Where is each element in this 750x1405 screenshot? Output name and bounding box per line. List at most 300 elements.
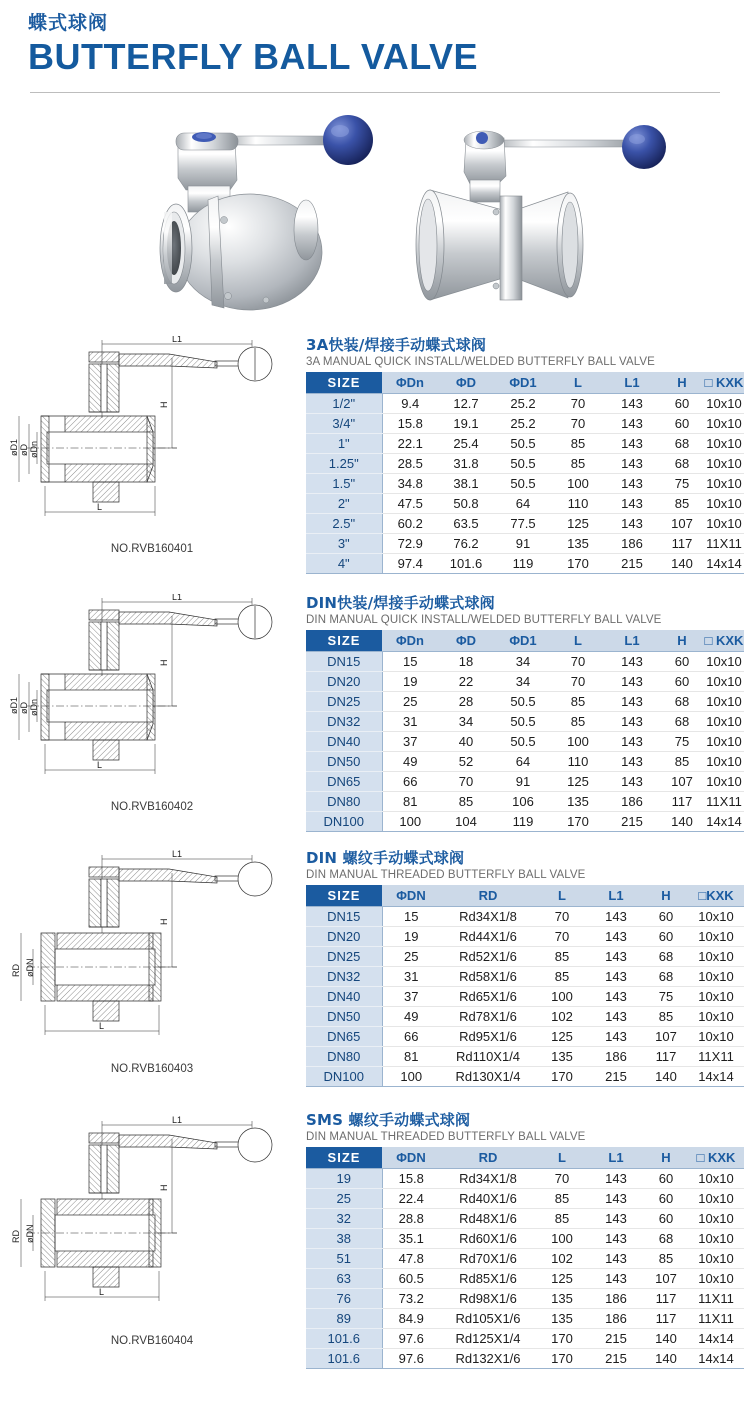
cell-l1: 186 — [588, 1309, 644, 1329]
cell-size: DN100 — [306, 1067, 382, 1087]
cell-d: 19.1 — [438, 414, 494, 434]
cell-l: 85 — [552, 712, 604, 732]
section-3a — [0, 336, 750, 594]
cell-l: 85 — [552, 434, 604, 454]
cell-h: 60 — [660, 414, 704, 434]
cell-h: 85 — [644, 1007, 688, 1027]
cell-h: 140 — [644, 1067, 688, 1087]
table-row — [306, 1027, 744, 1047]
svg-text:H: H — [159, 659, 169, 666]
cell-h: 68 — [660, 434, 704, 454]
cell-l: 135 — [552, 534, 604, 554]
cell-h: 68 — [660, 454, 704, 474]
cell-d: 38.1 — [438, 474, 494, 494]
cell-d: 18 — [438, 652, 494, 672]
cell-rd: Rd34X1/8 — [440, 907, 536, 927]
cell-size: DN80 — [306, 1047, 382, 1067]
cell-dn: 37 — [382, 732, 438, 752]
cell-rd: Rd34X1/8 — [440, 1169, 536, 1189]
cell-l: 100 — [536, 1229, 588, 1249]
cell-l1: 143 — [604, 752, 660, 772]
cell-rd: Rd132X1/6 — [440, 1349, 536, 1369]
cell-l: 135 — [536, 1047, 588, 1067]
cell-dn: 73.2 — [382, 1289, 440, 1309]
spec-table-3a — [306, 372, 744, 574]
cell-l1: 143 — [588, 907, 644, 927]
cell-rd: Rd48X1/6 — [440, 1209, 536, 1229]
cell-size: 101.6 — [306, 1349, 382, 1369]
col-header-l: L — [552, 372, 604, 394]
col-header-kxk: □ KXK — [704, 372, 744, 394]
cell-l: 85 — [536, 947, 588, 967]
cell-d1: 119 — [494, 554, 552, 574]
col-header-dn: ΦDn — [382, 372, 438, 394]
svg-text:L1: L1 — [172, 1115, 183, 1125]
cell-kxk: 10x10 — [704, 692, 744, 712]
cell-l1: 143 — [604, 454, 660, 474]
svg-text:øDN: øDN — [25, 1224, 35, 1243]
cell-l1: 143 — [604, 514, 660, 534]
drawing-number-din-welded: NO.RVB160402 — [110, 801, 194, 813]
table-body-din-threaded — [306, 907, 744, 1087]
cell-kxk: 10x10 — [688, 1269, 744, 1289]
table-row — [306, 692, 744, 712]
col-header-size: SIZE — [306, 1147, 382, 1169]
table-row — [306, 1289, 744, 1309]
clamp-end-butterfly-ball-valve-photo — [100, 100, 400, 322]
cell-dn: 22.1 — [382, 434, 438, 454]
cell-dn: 47.5 — [382, 494, 438, 514]
product-photo-row — [0, 100, 750, 322]
valve-cross-section-drawing — [7, 849, 297, 1061]
cell-d: 28 — [438, 692, 494, 712]
col-header-l: L — [536, 1147, 588, 1169]
cell-d: 25.4 — [438, 434, 494, 454]
table-block-din-welded — [306, 594, 744, 832]
cell-size: 1/2" — [306, 394, 382, 414]
cell-rd: Rd58X1/6 — [440, 967, 536, 987]
cell-d1: 50.5 — [494, 454, 552, 474]
table-header-row — [306, 630, 744, 652]
cell-h: 117 — [660, 534, 704, 554]
svg-text:øD1: øD1 — [9, 696, 19, 714]
col-header-size: SIZE — [306, 372, 382, 394]
svg-text:øD1: øD1 — [9, 438, 19, 456]
cell-dn: 100 — [382, 812, 438, 832]
table-body-sms-threaded — [306, 1169, 744, 1369]
valve-cross-section-drawing — [7, 336, 297, 541]
cell-l: 100 — [552, 732, 604, 752]
cell-h: 140 — [660, 812, 704, 832]
cell-l1: 143 — [588, 1249, 644, 1269]
table-header-row — [306, 1147, 744, 1169]
cell-rd: Rd95X1/6 — [440, 1027, 536, 1047]
cell-l1: 143 — [588, 947, 644, 967]
col-header-rd: RD — [440, 885, 536, 907]
cell-rd: Rd78X1/6 — [440, 1007, 536, 1027]
svg-text:L1: L1 — [172, 336, 183, 344]
cell-h: 75 — [660, 474, 704, 494]
cell-l: 102 — [536, 1249, 588, 1269]
col-header-l: L — [552, 630, 604, 652]
cell-dn: 28.5 — [382, 454, 438, 474]
col-header-d: ΦD — [438, 630, 494, 652]
cell-dn: 66 — [382, 772, 438, 792]
cell-l1: 143 — [604, 414, 660, 434]
cell-h: 140 — [660, 554, 704, 574]
cell-l1: 143 — [604, 672, 660, 692]
table-row — [306, 987, 744, 1007]
table-row — [306, 1329, 744, 1349]
cell-size: DN15 — [306, 652, 382, 672]
col-header-kxk: □ KXK — [688, 1147, 744, 1169]
cell-l1: 215 — [588, 1349, 644, 1369]
cell-h: 117 — [644, 1289, 688, 1309]
svg-text:L1: L1 — [172, 849, 183, 859]
svg-text:L: L — [99, 1021, 105, 1031]
table-header-row — [306, 885, 744, 907]
cell-l: 125 — [536, 1027, 588, 1047]
cell-dn: 49 — [382, 1007, 440, 1027]
section-title-english-din-welded: DIN MANUAL QUICK INSTALL/WELDED BUTTERFLY BALL VALVE — [306, 614, 662, 626]
table-header-row — [306, 372, 744, 394]
cell-dn: 60.5 — [382, 1269, 440, 1289]
cell-l1: 143 — [588, 1169, 644, 1189]
cell-kxk: 10x10 — [704, 394, 744, 414]
cell-rd: Rd130X1/4 — [440, 1067, 536, 1087]
table-block-din-threaded — [306, 849, 744, 1087]
col-header-h: H — [660, 372, 704, 394]
cell-l1: 143 — [588, 927, 644, 947]
cell-l1: 143 — [588, 967, 644, 987]
table-row — [306, 792, 744, 812]
cell-dn: 25 — [382, 947, 440, 967]
table-body-3a — [306, 394, 744, 574]
cell-h: 60 — [660, 672, 704, 692]
cell-l1: 186 — [604, 534, 660, 554]
cell-h: 60 — [660, 652, 704, 672]
cell-l1: 215 — [604, 812, 660, 832]
cell-kxk: 10x10 — [688, 1169, 744, 1189]
cell-d: 104 — [438, 812, 494, 832]
cell-size: DN80 — [306, 792, 382, 812]
cell-d1: 50.5 — [494, 712, 552, 732]
table-row — [306, 514, 744, 534]
spec-table-sms-threaded — [306, 1147, 744, 1369]
cell-d1: 50.5 — [494, 732, 552, 752]
cell-dn: 28.8 — [382, 1209, 440, 1229]
cell-kxk: 10x10 — [688, 907, 744, 927]
cell-size: 2.5" — [306, 514, 382, 534]
section-din-welded — [0, 594, 750, 849]
col-header-h: H — [660, 630, 704, 652]
table-row — [306, 927, 744, 947]
table-row — [306, 454, 744, 474]
cell-l1: 143 — [588, 987, 644, 1007]
cell-l1: 143 — [588, 1229, 644, 1249]
drawing-sms-threaded — [6, 1111, 298, 1391]
cell-size: DN65 — [306, 772, 382, 792]
drawing-din-threaded — [6, 849, 298, 1111]
cell-size: 32 — [306, 1209, 382, 1229]
cell-d: 85 — [438, 792, 494, 812]
cell-kxk: 10x10 — [704, 474, 744, 494]
svg-text:øD: øD — [19, 702, 29, 714]
cell-d: 31.8 — [438, 454, 494, 474]
table-row — [306, 732, 744, 752]
cell-d: 22 — [438, 672, 494, 692]
col-header-size: SIZE — [306, 630, 382, 652]
cell-h: 60 — [644, 1209, 688, 1229]
cell-l1: 186 — [588, 1047, 644, 1067]
cell-l: 85 — [552, 454, 604, 474]
cell-size: 51 — [306, 1249, 382, 1269]
cell-dn: 15 — [382, 907, 440, 927]
cell-size: DN20 — [306, 927, 382, 947]
col-header-l1: L1 — [604, 630, 660, 652]
table-block-sms-threaded — [306, 1111, 744, 1369]
cell-l: 100 — [536, 987, 588, 1007]
cell-h: 117 — [644, 1309, 688, 1329]
cell-d1: 25.2 — [494, 414, 552, 434]
cell-size: 89 — [306, 1309, 382, 1329]
col-header-size: SIZE — [306, 885, 382, 907]
cell-d1: 64 — [494, 494, 552, 514]
col-header-d: ΦD — [438, 372, 494, 394]
col-header-dn: ΦDn — [382, 630, 438, 652]
section-title-chinese-din-welded: DIN快装/焊接手动蝶式球阀 — [306, 594, 495, 612]
cell-kxk: 10x10 — [688, 987, 744, 1007]
cell-kxk: 10x10 — [688, 1007, 744, 1027]
cell-l: 170 — [552, 554, 604, 574]
table-row — [306, 414, 744, 434]
cell-h: 117 — [660, 792, 704, 812]
table-row — [306, 1067, 744, 1087]
cell-size: DN20 — [306, 672, 382, 692]
cell-l1: 186 — [604, 792, 660, 812]
cell-h: 75 — [660, 732, 704, 752]
cell-dn: 34.8 — [382, 474, 438, 494]
svg-text:H: H — [159, 1184, 169, 1191]
cell-dn: 81 — [382, 1047, 440, 1067]
cell-d1: 64 — [494, 752, 552, 772]
cell-d1: 50.5 — [494, 692, 552, 712]
svg-text:øDN: øDN — [25, 958, 35, 977]
cell-l: 70 — [552, 652, 604, 672]
cell-l1: 143 — [604, 712, 660, 732]
cell-rd: Rd65X1/6 — [440, 987, 536, 1007]
table-row — [306, 394, 744, 414]
cell-l: 125 — [552, 514, 604, 534]
cell-dn: 25 — [382, 692, 438, 712]
cell-d: 34 — [438, 712, 494, 732]
cell-size: DN15 — [306, 907, 382, 927]
cell-d1: 50.5 — [494, 474, 552, 494]
cell-dn: 22.4 — [382, 1189, 440, 1209]
section-title-english-3a: 3A MANUAL QUICK INSTALL/WELDED BUTTERFLY BALL VALVE — [306, 356, 655, 368]
cell-rd: Rd60X1/6 — [440, 1229, 536, 1249]
cell-size: 3" — [306, 534, 382, 554]
cell-kxk: 10x10 — [688, 1209, 744, 1229]
section-title-english-din-threaded: DIN MANUAL THREADED BUTTERFLY BALL VALVE — [306, 869, 586, 881]
cell-size: DN50 — [306, 752, 382, 772]
svg-text:L: L — [97, 760, 103, 770]
table-row — [306, 672, 744, 692]
col-header-d1: ΦD1 — [494, 372, 552, 394]
cell-dn: 15 — [382, 652, 438, 672]
cell-h: 107 — [660, 514, 704, 534]
section-din-threaded — [0, 849, 750, 1111]
table-row — [306, 434, 744, 454]
col-header-dn: ΦDN — [382, 1147, 440, 1169]
cell-kxk: 10x10 — [704, 712, 744, 732]
col-header-rd: RD — [440, 1147, 536, 1169]
cell-size: DN25 — [306, 692, 382, 712]
cell-size: 1" — [306, 434, 382, 454]
cell-l1: 143 — [604, 474, 660, 494]
table-row — [306, 947, 744, 967]
cell-kxk: 10x10 — [704, 772, 744, 792]
cell-l1: 215 — [604, 554, 660, 574]
drawing-3a — [6, 336, 298, 594]
cell-d1: 50.5 — [494, 434, 552, 454]
cell-l1: 143 — [604, 394, 660, 414]
page-title: BUTTERFLY BALL VALVE — [28, 35, 479, 77]
cell-l1: 215 — [588, 1067, 644, 1087]
cell-size: 4" — [306, 554, 382, 574]
cell-kxk: 14x14 — [704, 554, 744, 574]
cell-rd: Rd44X1/6 — [440, 927, 536, 947]
cell-kxk: 10x10 — [704, 672, 744, 692]
table-row — [306, 1249, 744, 1269]
cell-dn: 47.8 — [382, 1249, 440, 1269]
cell-rd: Rd85X1/6 — [440, 1269, 536, 1289]
cell-h: 60 — [644, 927, 688, 947]
cell-kxk: 14x14 — [688, 1329, 744, 1349]
cell-d: 70 — [438, 772, 494, 792]
cell-l: 85 — [536, 1209, 588, 1229]
cell-dn: 9.4 — [382, 394, 438, 414]
section-sms-threaded — [0, 1111, 750, 1391]
col-header-l1: L1 — [588, 1147, 644, 1169]
cell-size: 1.5" — [306, 474, 382, 494]
cell-d1: 77.5 — [494, 514, 552, 534]
svg-text:RD: RD — [11, 1230, 21, 1243]
page-header — [0, 0, 750, 76]
cell-dn: 19 — [382, 672, 438, 692]
cell-dn: 97.6 — [382, 1349, 440, 1369]
cell-size: 76 — [306, 1289, 382, 1309]
cell-h: 68 — [644, 947, 688, 967]
table-row — [306, 554, 744, 574]
cell-l: 85 — [536, 967, 588, 987]
table-row — [306, 474, 744, 494]
cell-h: 107 — [644, 1027, 688, 1047]
cell-size: DN40 — [306, 732, 382, 752]
table-row — [306, 1229, 744, 1249]
cell-dn: 97.4 — [382, 554, 438, 574]
welded-end-butterfly-ball-valve-photo — [400, 100, 700, 322]
svg-text:L: L — [99, 1287, 105, 1297]
cell-l1: 143 — [604, 434, 660, 454]
cell-h: 85 — [660, 752, 704, 772]
cell-l1: 143 — [588, 1269, 644, 1289]
cell-size: 19 — [306, 1169, 382, 1189]
svg-text:H: H — [159, 401, 169, 408]
cell-size: 63 — [306, 1269, 382, 1289]
col-header-kxk: □KXK — [688, 885, 744, 907]
cell-l: 110 — [552, 752, 604, 772]
cell-l: 125 — [552, 772, 604, 792]
cell-dn: 37 — [382, 987, 440, 1007]
header-divider — [30, 92, 720, 93]
svg-text:L: L — [97, 502, 103, 512]
svg-text:øD: øD — [19, 444, 29, 456]
cell-h: 68 — [660, 692, 704, 712]
spec-table-din-threaded — [306, 885, 744, 1087]
svg-text:RD: RD — [11, 964, 21, 977]
cell-l: 100 — [552, 474, 604, 494]
cell-dn: 15.8 — [382, 1169, 440, 1189]
cell-l1: 215 — [588, 1329, 644, 1349]
cell-d: 63.5 — [438, 514, 494, 534]
cell-dn: 84.9 — [382, 1309, 440, 1329]
cell-l1: 143 — [604, 692, 660, 712]
cell-d: 101.6 — [438, 554, 494, 574]
table-row — [306, 494, 744, 514]
cell-dn: 81 — [382, 792, 438, 812]
cell-kxk: 11X11 — [688, 1289, 744, 1309]
table-row — [306, 967, 744, 987]
cell-kxk: 11X11 — [704, 534, 744, 554]
valve-cross-section-drawing — [7, 1111, 297, 1333]
table-row — [306, 712, 744, 732]
cell-rd: Rd52X1/6 — [440, 947, 536, 967]
cell-kxk: 10x10 — [704, 514, 744, 534]
cell-l: 170 — [552, 812, 604, 832]
cell-l1: 143 — [588, 1027, 644, 1047]
cell-size: DN32 — [306, 712, 382, 732]
cell-size: 38 — [306, 1229, 382, 1249]
section-title-chinese-din-threaded: DIN 螺纹手动蝶式球阀 — [306, 849, 465, 867]
col-header-dn: ΦDN — [382, 885, 440, 907]
cell-h: 140 — [644, 1329, 688, 1349]
cell-l: 70 — [536, 927, 588, 947]
cell-size: 3/4" — [306, 414, 382, 434]
cell-h: 68 — [644, 1229, 688, 1249]
cell-dn: 35.1 — [382, 1229, 440, 1249]
cell-kxk: 10x10 — [704, 752, 744, 772]
cell-kxk: 14x14 — [688, 1067, 744, 1087]
cell-h: 68 — [660, 712, 704, 732]
col-header-h: H — [644, 1147, 688, 1169]
cell-kxk: 14x14 — [704, 812, 744, 832]
cell-size: 101.6 — [306, 1329, 382, 1349]
cell-l1: 143 — [604, 772, 660, 792]
cell-d: 50.8 — [438, 494, 494, 514]
cell-kxk: 11X11 — [688, 1047, 744, 1067]
cell-dn: 60.2 — [382, 514, 438, 534]
cell-size: DN50 — [306, 1007, 382, 1027]
table-row — [306, 1209, 744, 1229]
cell-d1: 106 — [494, 792, 552, 812]
table-row — [306, 1007, 744, 1027]
cell-h: 85 — [644, 1249, 688, 1269]
cell-l: 170 — [536, 1329, 588, 1349]
cell-l: 135 — [536, 1289, 588, 1309]
cell-rd: Rd125X1/4 — [440, 1329, 536, 1349]
table-row — [306, 752, 744, 772]
